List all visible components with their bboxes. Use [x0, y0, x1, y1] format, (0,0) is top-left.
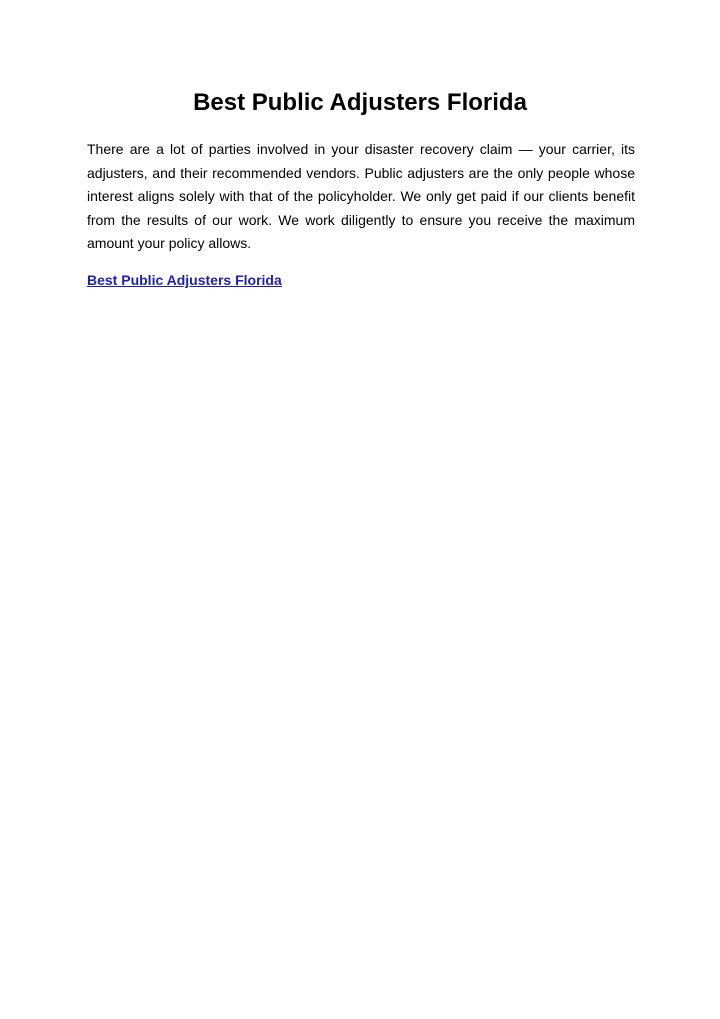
page-title: Best Public Adjusters Florida	[193, 89, 527, 116]
body-paragraph: There are a lot of parties involved in your disaster recovery claim — your carrier, its adjusters, and their recommended vendors. Public adjusters are the only people whose interest aligns solely with that of the policyholder. We only get paid if our clients benefit from the results of our work. We work diligently to ensure you receive the maximum amount your policy allows.	[87, 141, 635, 252]
best-public-adjusters-link[interactable]: Best Public Adjusters Florida	[87, 272, 282, 288]
